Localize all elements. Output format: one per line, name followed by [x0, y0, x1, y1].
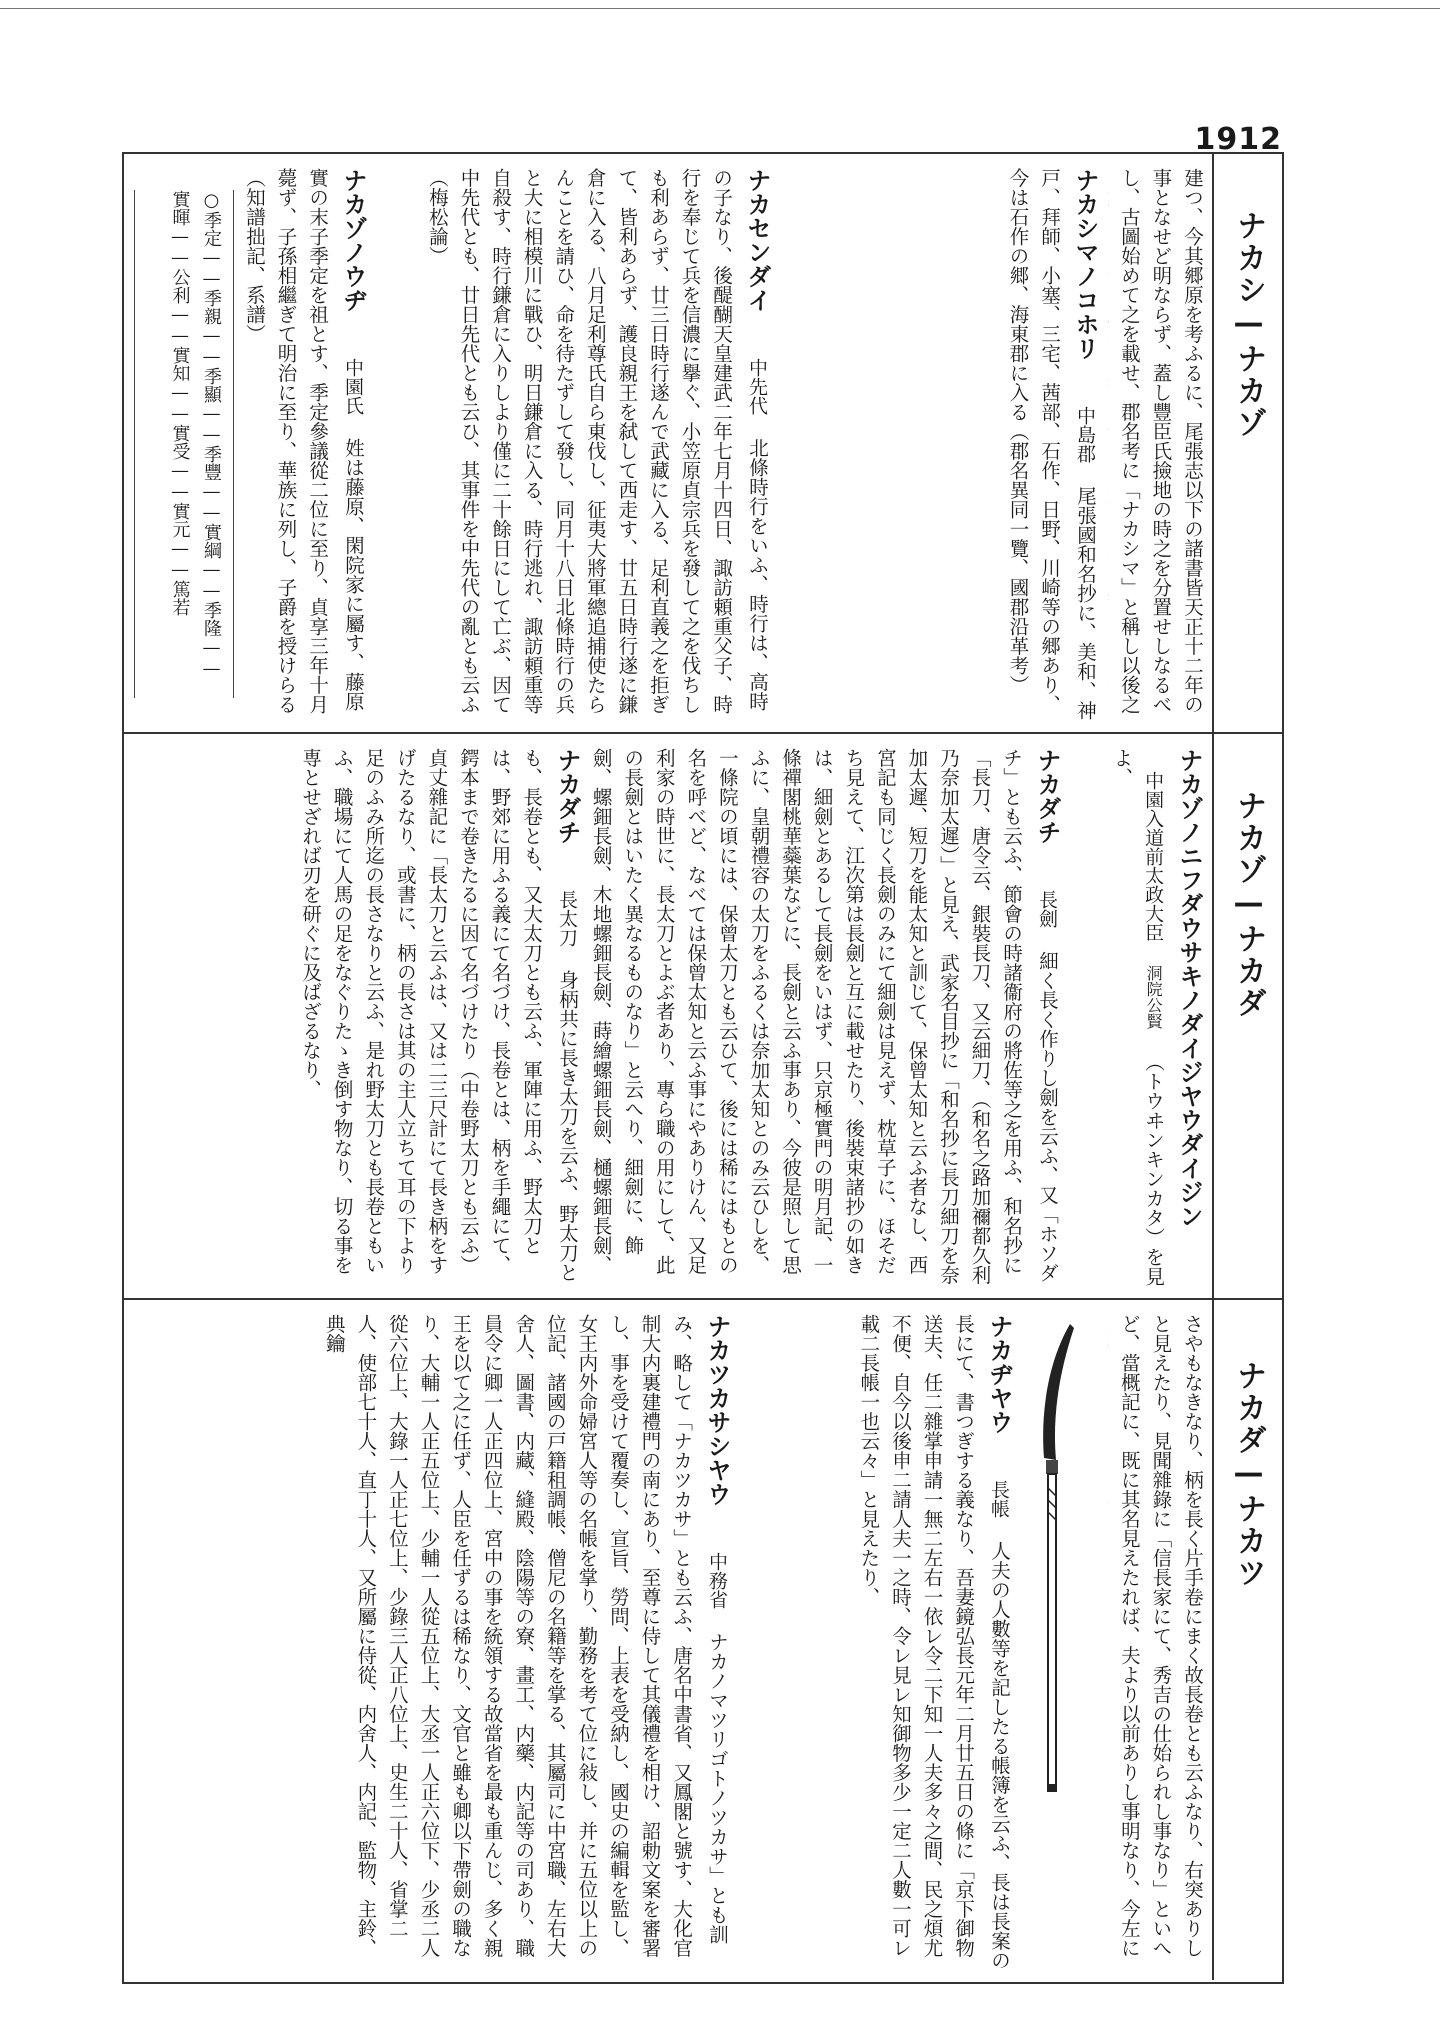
lineage-row-1: ○季定——季親——季顯——季豐——實綱——季隆—— — [201, 190, 222, 679]
entry-subtitle: 中先代 — [746, 357, 768, 415]
entry-title: ナカセンダイ — [743, 168, 771, 312]
entry-subtitle: 長太刀 — [556, 889, 578, 947]
entry-note: 洞院公賢 — [1144, 964, 1164, 1029]
entry-title: ナカヂヤウ — [985, 1314, 1013, 1434]
entry-subtitle: 長劍 — [1036, 889, 1058, 928]
entry-nakashima-no-kohori — [780, 168, 1104, 720]
naginata-shaft — [1048, 1474, 1056, 1790]
header-column-rule — [1212, 152, 1214, 1980]
entry-body: （トウヰンキンカタ）を見よ、 — [1110, 748, 1166, 1286]
entry-subtitle: 中島郡 — [1074, 405, 1096, 463]
entry-subtitle: 長帳 — [988, 1479, 1010, 1518]
entry-nakazono-uji — [232, 168, 372, 720]
lineage-table — [134, 190, 234, 698]
naginata-guard — [1046, 1460, 1058, 1474]
entry-body: 尾張國和名抄に、美和、神戸、拜師、小塞、三宅、茜部、石作、日野、川崎等の郷あり、今は石作の郷、海東郡に入る（郡名異同一覽、國郡沿革考） — [1006, 168, 1097, 720]
entry-body: 人夫の人數等を記したる帳簿を云ふ、長は長案の長にて、書つぎする義なり、吾妻鏡弘長元年二月廿五日の條に「京下御物送夫、任二雜掌申請一無二左右一依レ令二下知一人夫多々之間、民之煩尤不便、自今以後申二請人夫一之時、令レ見レ知御物多少一定二人數一可レ載二長帳一也云々」と見えたり、 — [857, 1314, 1011, 1970]
entry-naka-sendai — [376, 168, 776, 720]
entry-body: 身柄共に長き太刀を云ふ、野太刀とも、長卷とも、又大太刀とも云ふ、軍陣に用ふ、野太刀とは、野郊に用ふる義にて名づけ、長卷とは、柄を手繩にて、鍔本まで卷きたるに因て名づけたり（中卷野太刀とも云ふ）貞丈雜記に「長太刀と云ふは、又は二三尺計にて長き柄をすげたるなり、或書に、柄の長さは其の主人立ちて耳の下より足のふみ所迄の長さなりと云ふ、是れ野太刀とも長卷ともいふ、職場にて人馬の足をなぐりたゝき倒す物なり、切る事を専とせざれば刃を研ぐに及ばざるなり、 — [299, 748, 579, 1282]
running-header-middle: ナカゾ—ナカダ — [1231, 790, 1266, 1019]
top-edge-rule — [0, 8, 1440, 9]
entry-nakadachi-choutachi — [134, 748, 586, 1288]
entry-title: ナカゾノウヂ — [339, 168, 367, 312]
entry-subtitle: 中園入道前太政大臣 — [1142, 770, 1165, 942]
entry-body: 北條時行をいふ、時行は、高時の子なり、後醍醐天皇建武二年七月十四日、諏訪頼重父子、時行を奉じて兵を信濃に擧ぐ、小笠原貞宗兵を發して之を伐ちしも利あらず、廿三日時行遂んで武藏に入る、足利直義之を拒ぎて、皆利あらず、護良親王を弑して西走す、廿五日時行遂に鎌倉に入る、八月足利尊氏自ら東伐し、征夷大將軍總追捕使たらんことを請ひ、命を待たずして發し、同月十八日北條時行の兵と大に相模川に戰ひ、明日鎌倉に入る、時行逃れ、諏訪頼重等自殺す、時行鎌倉に入りしより僅に二十餘日にして亡ぶ、因て中先代とも、廿日先代とも云ひ、其事件を中先代の亂とも云ふ（梅松論） — [425, 168, 769, 714]
running-header-top: ナカシ—ナカゾ — [1231, 210, 1266, 439]
section-divider-1 — [122, 732, 1282, 734]
entry-subtitle: 中務省 — [706, 1551, 728, 1609]
entry-nakazono-nyudo — [1070, 748, 1208, 1288]
naginata-illustration — [1022, 1318, 1102, 1798]
entry-title: ナカゾノニフダウサキノダイジヤウダイジン — [1175, 748, 1203, 1228]
section-divider-2 — [122, 1298, 1282, 1300]
entry-body: ナカノマツリゴトノツカサ」とも訓み、略して「ナカツカサ」とも云ふ、唐名中書省、又鳳閣と號す、大化官制大内裏建禮門の南にあり、至尊に侍して其儀禮を相け、詔勅文案を審署し、事を受けて覆奏し、宣旨、勞問、上表を受納し、國史の編輯を監し、女王内外命婦宮人等の名帳を掌り、勤務を考て位に敍し、并に五位以上の位記、諸國の戸籍租調帳、僧尼の名籍等を掌る、其屬司に中宮職、左右大舍人、圖書、内藏、縫殿、陰陽等の寮、畫工、内藥、内記等の司あり、職員令に卿一人正四位上、宮中の事を統領する故當省を最も重んじ、多く親王を以て之に任ず、人臣を任ずるは稀なり、文官と雖も卿以下帶劍の職なり、大輔一人正五位上、少輔一人從五位上、大丞一人正六位下、少丞二人從六位上、大錄一人正七位上、少錄三人正八位上、史生二十人、省掌二人、使部七十人、直丁十人、又所屬に侍從、内舍人、内記、監物、主鈴、典鑰 — [322, 1314, 729, 1958]
naginata-blade — [1043, 1324, 1074, 1460]
entry-title: ナカダチ — [553, 748, 581, 844]
lineage-row-2: 實暉——公利——實知——實受——實元——篤若 — [169, 190, 191, 616]
entry-subtitle: 中園氏 — [342, 357, 364, 415]
running-header-bottom: ナカダ—ナカツ — [1231, 1360, 1266, 1589]
top-continuation-text: 建つ、今其郷原を考ふるに、尾張志以下の諸書皆天正十二年の事となせど明ならず、蓋し豐臣氏撿地の時之を分置せしなるべし、古圖始めて之を載せ、郡名考に「ナカシマ」と稱し以後之 — [1117, 168, 1204, 714]
entry-title: ナカダチ — [1033, 748, 1061, 844]
entry-body: 姓は藤原、閑院家に屬す、藤原實の末子季定を祖とす、季定參議從二位に至り、貞享三年十月薨ず、子孫相繼ぎて明治に至り、華族に列し、子爵を授けらる（知譜拙記、系譜） — [242, 168, 365, 714]
bottom-continuation-text: さやもなきなり、柄を長く片手卷にまく故長卷とも云ふなり、右突ありしと見えたり、見聞雜錄に「信長家にて、秀吉の仕始られし事なり」といへど、當概記に、既に其名見えたれば、夫より以前ありし事明なり、今左に — [1117, 1314, 1204, 1958]
page-number: 1912 — [1194, 122, 1282, 157]
entry-nakatsukasa-shou — [134, 1314, 736, 1970]
entry-title: ナカツカサシヤウ — [703, 1314, 731, 1506]
entry-nakachou — [740, 1314, 1018, 1970]
entry-nakadachi-chouken — [590, 748, 1066, 1288]
entry-body: 細く長く作りし劍を云ふ、又「ホソダチ」とも云ふ、節會の時諸衞府の將佐等之を用ふ、和名抄に「長刀、唐令云、銀裝長刀、又云細刀、（和名之路加禰都久利乃奈加太遲）」と見え、武家名目抄に「和名抄に長刀細刀を奈加太遲、短刀を能太知と訓じて、保曾太知と云ふ者なし、西宮記も同じく長劍のみにて細劍は見えず、枕草子に、ほそだち見えて、江次第は長劍と互に載せたり、後裝束諸抄の如きは、細劍とあるして長劍をいはず、只京極實門の明月記、一條禪閣桃華蘂葉などに、長劍と云ふ事あり、今彼是照して思ふに、皇朝禮容の太刀をふるくは奈加太知とのみ云ひしを、一條院の頃には、保曾太刀とも云ひて、後には稀にはもとの名を呼べど、なべては保曾太知と云ふ事にやありけん、又足利家の時世に、長太刀とよぶ者あり、專ら職の用にして、此の長劍とはいたく異なるものなり」と云へり、細劍に、飾劍、螺鈿長劍、木地螺鈿長劍、蒔繪螺鈿長劍、樋螺鈿長劍、 — [590, 748, 1059, 1285]
entry-title: ナカシマノコホリ — [1071, 168, 1099, 360]
naginata-butt — [1047, 1784, 1057, 1792]
